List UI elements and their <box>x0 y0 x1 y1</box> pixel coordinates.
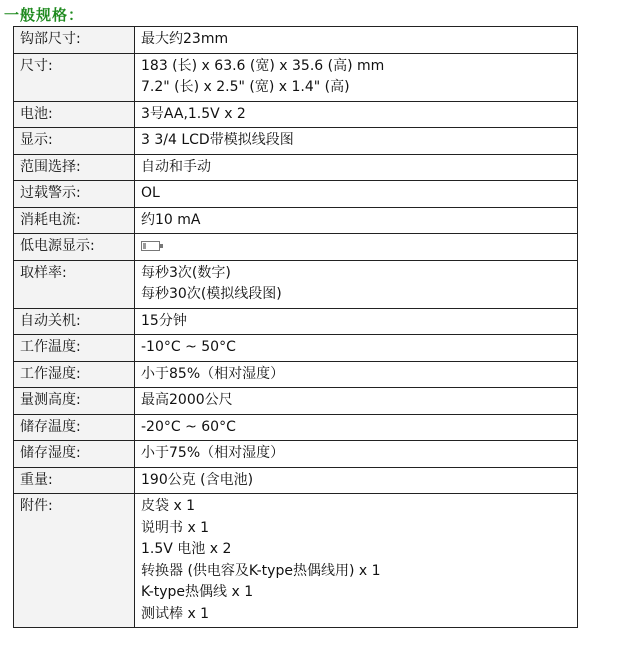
spec-row <box>14 388 578 415</box>
spec-value <box>135 388 578 415</box>
spec-value <box>135 414 578 441</box>
spec-row <box>14 467 578 494</box>
spec-row <box>14 207 578 234</box>
spec-value-line: 每秒3次(数字) <box>141 264 231 281</box>
spec-table <box>13 26 578 628</box>
spec-value-line: 最高2000公尺 <box>141 392 233 408</box>
spec-value-line: 自动和手动 <box>141 158 211 175</box>
spec-value-line: 3号AA,1.5V x 2 <box>141 105 246 122</box>
spec-value <box>135 335 578 362</box>
spec-label: 消耗电流: <box>14 207 135 234</box>
spec-label: 尺寸: <box>14 53 135 101</box>
spec-label: 钩部尺寸: <box>14 27 135 54</box>
spec-label: 范围选择: <box>14 154 135 181</box>
spec-label: 量测高度: <box>14 388 135 415</box>
low-battery-icon <box>141 241 160 251</box>
spec-row <box>14 335 578 362</box>
spec-value <box>135 128 578 155</box>
spec-label: 自动关机: <box>14 308 135 335</box>
spec-label: 低电源显示: <box>14 234 135 261</box>
spec-row <box>14 308 578 335</box>
spec-value <box>135 101 578 128</box>
spec-label: 储存温度: <box>14 414 135 441</box>
spec-value <box>135 234 578 261</box>
spec-value-line: OL <box>141 185 160 201</box>
spec-value <box>135 308 578 335</box>
spec-row <box>14 361 578 388</box>
spec-value-line: 小于85%（相对湿度） <box>141 365 285 382</box>
spec-value-line: 说明书 x 1 <box>141 519 210 536</box>
spec-value-line: -20°C ~ 60°C <box>141 418 236 435</box>
spec-value-line: -10°C ~ 50°C <box>141 339 236 355</box>
spec-value-line: 15分钟 <box>141 312 187 329</box>
spec-row <box>14 27 578 54</box>
spec-label: 重量: <box>14 467 135 494</box>
spec-row <box>14 101 578 128</box>
spec-value-line: 183 (长) x 63.6 (宽) x 35.6 (高) mm <box>141 57 385 74</box>
spec-label: 工作温度: <box>14 335 135 362</box>
spec-value <box>135 467 578 494</box>
spec-value <box>135 260 578 308</box>
spec-value-line: 皮袋 x 1 <box>141 498 196 514</box>
spec-value <box>135 154 578 181</box>
spec-value-line: 测试棒 x 1 <box>141 605 210 622</box>
spec-value-line: 约10 mA <box>141 211 201 228</box>
spec-value <box>135 181 578 208</box>
spec-value-line: K-type热偶线 x 1 <box>141 584 254 600</box>
spec-label: 工作湿度: <box>14 361 135 388</box>
spec-value-line: 每秒30次(模拟线段图) <box>141 286 282 302</box>
spec-table-body <box>14 27 578 628</box>
spec-label: 电池: <box>14 101 135 128</box>
spec-value <box>135 441 578 468</box>
spec-row <box>14 154 578 181</box>
spec-row <box>14 128 578 155</box>
spec-value-line: 1.5V 电池 x 2 <box>141 541 232 557</box>
spec-value-line: 小于75%（相对湿度） <box>141 445 285 461</box>
spec-value <box>135 361 578 388</box>
spec-value <box>135 494 578 628</box>
spec-value-line: 7.2" (长) x 2.5" (宽) x 1.4" (高) <box>141 79 350 95</box>
spec-value <box>135 207 578 234</box>
spec-row <box>14 181 578 208</box>
section-title: 一般规格： <box>4 6 85 24</box>
spec-row <box>14 234 578 261</box>
spec-row <box>14 441 578 468</box>
spec-row <box>14 260 578 308</box>
spec-value-line: 最大约23mm <box>141 31 229 47</box>
spec-value <box>135 53 578 101</box>
spec-row <box>14 53 578 101</box>
spec-row <box>14 494 578 628</box>
spec-label: 取样率: <box>14 260 135 308</box>
spec-label: 过载警示: <box>14 181 135 208</box>
spec-value-line: 190公克 (含电池) <box>141 471 254 488</box>
spec-row <box>14 414 578 441</box>
spec-value-line: 转换器 (供电容及K-type热偶线用) x 1 <box>141 562 381 579</box>
spec-label: 储存湿度: <box>14 441 135 468</box>
spec-value <box>135 27 578 54</box>
spec-label: 附件: <box>14 494 135 628</box>
spec-value-line: 3 3/4 LCD带模拟线段图 <box>141 132 294 148</box>
spec-label: 显示: <box>14 128 135 155</box>
